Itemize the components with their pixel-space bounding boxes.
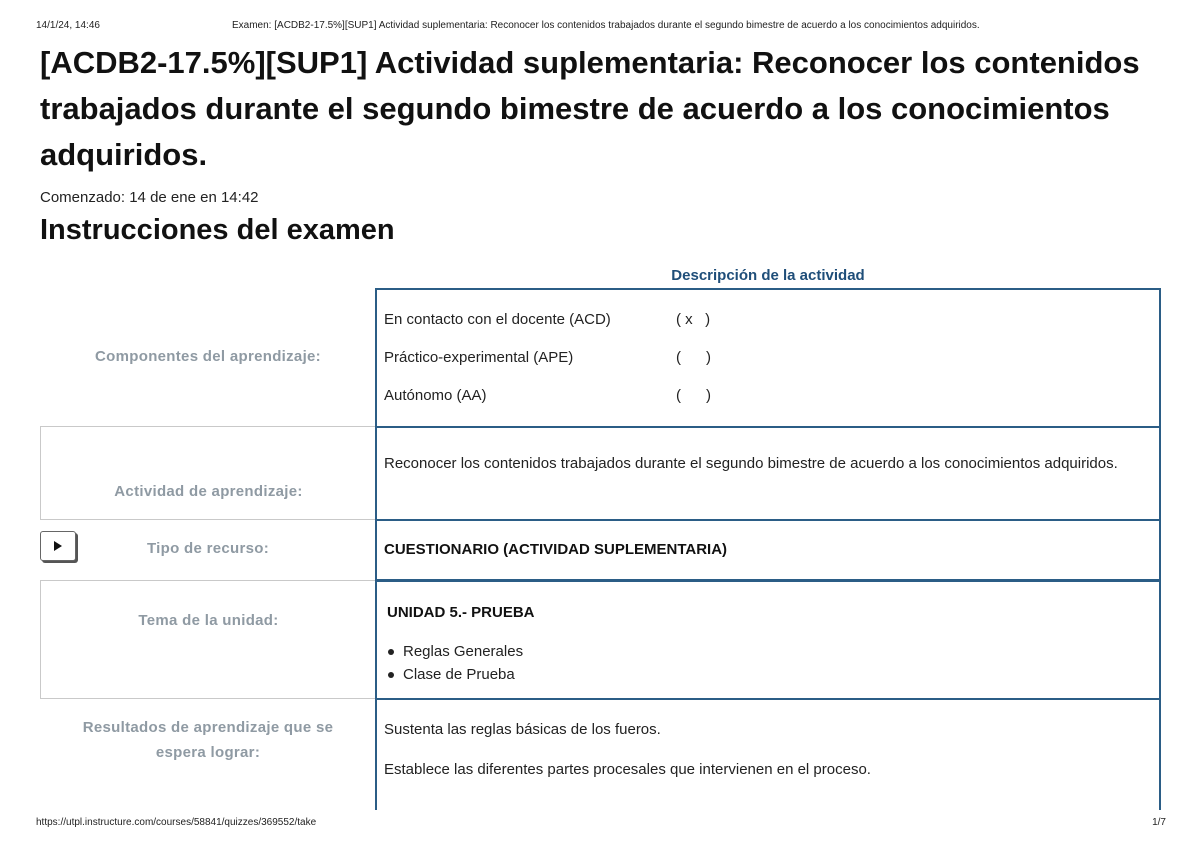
- unit-title: UNIDAD 5.- PRUEBA: [387, 604, 535, 621]
- play-icon: [54, 541, 62, 551]
- instructions-heading: Instrucciones del examen: [40, 214, 395, 246]
- results-label: Resultados de aprendizaje que se espera lograr:: [82, 719, 334, 761]
- component-row-aa: [384, 387, 711, 404]
- list-item: Clase de Prueba: [384, 663, 523, 686]
- topic-list: [384, 640, 523, 686]
- activity-cell: [375, 426, 1161, 521]
- components-cell: [375, 288, 1161, 428]
- component-row-ape: [384, 349, 711, 366]
- resource-cell: [375, 519, 1161, 581]
- topic-cell: [375, 580, 1161, 700]
- topic-label: Tema de la unidad:: [40, 580, 376, 699]
- component-mark: ( ): [676, 349, 711, 366]
- list-item: Reglas Generales: [384, 640, 523, 663]
- activity-text: Reconocer los contenidos trabajados durante el segundo bimestre de acuerdo a los conocimientos adquiridos.: [384, 455, 1118, 472]
- print-date: 14/1/24, 14:46: [36, 20, 100, 31]
- activity-label: Actividad de aprendizaje:: [40, 426, 376, 520]
- bullet-icon: [388, 672, 394, 678]
- resource-type: CUESTIONARIO (ACTIVIDAD SUPLEMENTARIA): [384, 541, 728, 558]
- print-footer: [36, 817, 1166, 828]
- quiz-title: [ACDB2-17.5%][SUP1] Actividad suplementaria: Reconocer los contenidos trabajados durante el segundo bimestre de acuerdo a los conocimientos adquiridos.: [40, 45, 1140, 172]
- component-mark: ( x ): [676, 311, 711, 328]
- play-button[interactable]: [40, 531, 76, 561]
- component-mark: ( ): [676, 387, 711, 404]
- results-cell: [375, 698, 1161, 810]
- result-item: Establece las diferentes partes procesales que intervienen en el proceso.: [384, 761, 871, 778]
- component-name: En contacto con el docente (ACD): [384, 311, 611, 328]
- quiz-started-time: Comenzado: 14 de ene en 14:42: [40, 189, 259, 206]
- component-row-acd: [384, 311, 711, 328]
- print-url: https://utpl.instructure.com/courses/58841/quizzes/369552/take: [36, 817, 317, 828]
- table-header-description: Descripción de la actividad: [671, 267, 865, 284]
- component-name: Autónomo (AA): [384, 387, 487, 404]
- resource-label: Tipo de recurso:: [146, 540, 270, 557]
- bullet-icon: [388, 649, 394, 655]
- result-item: Sustenta las reglas básicas de los fueros.: [384, 721, 661, 738]
- component-name: Práctico-experimental (APE): [384, 349, 574, 366]
- print-document-title: Examen: [ACDB2-17.5%][SUP1] Actividad suplementaria: Reconocer los contenidos trabajados durante el segundo bimestre de acuerdo a los conocimientos adquiridos.: [232, 20, 980, 31]
- print-page-number: 1/7: [1152, 817, 1166, 828]
- components-label: Componentes del aprendizaje:: [95, 348, 321, 365]
